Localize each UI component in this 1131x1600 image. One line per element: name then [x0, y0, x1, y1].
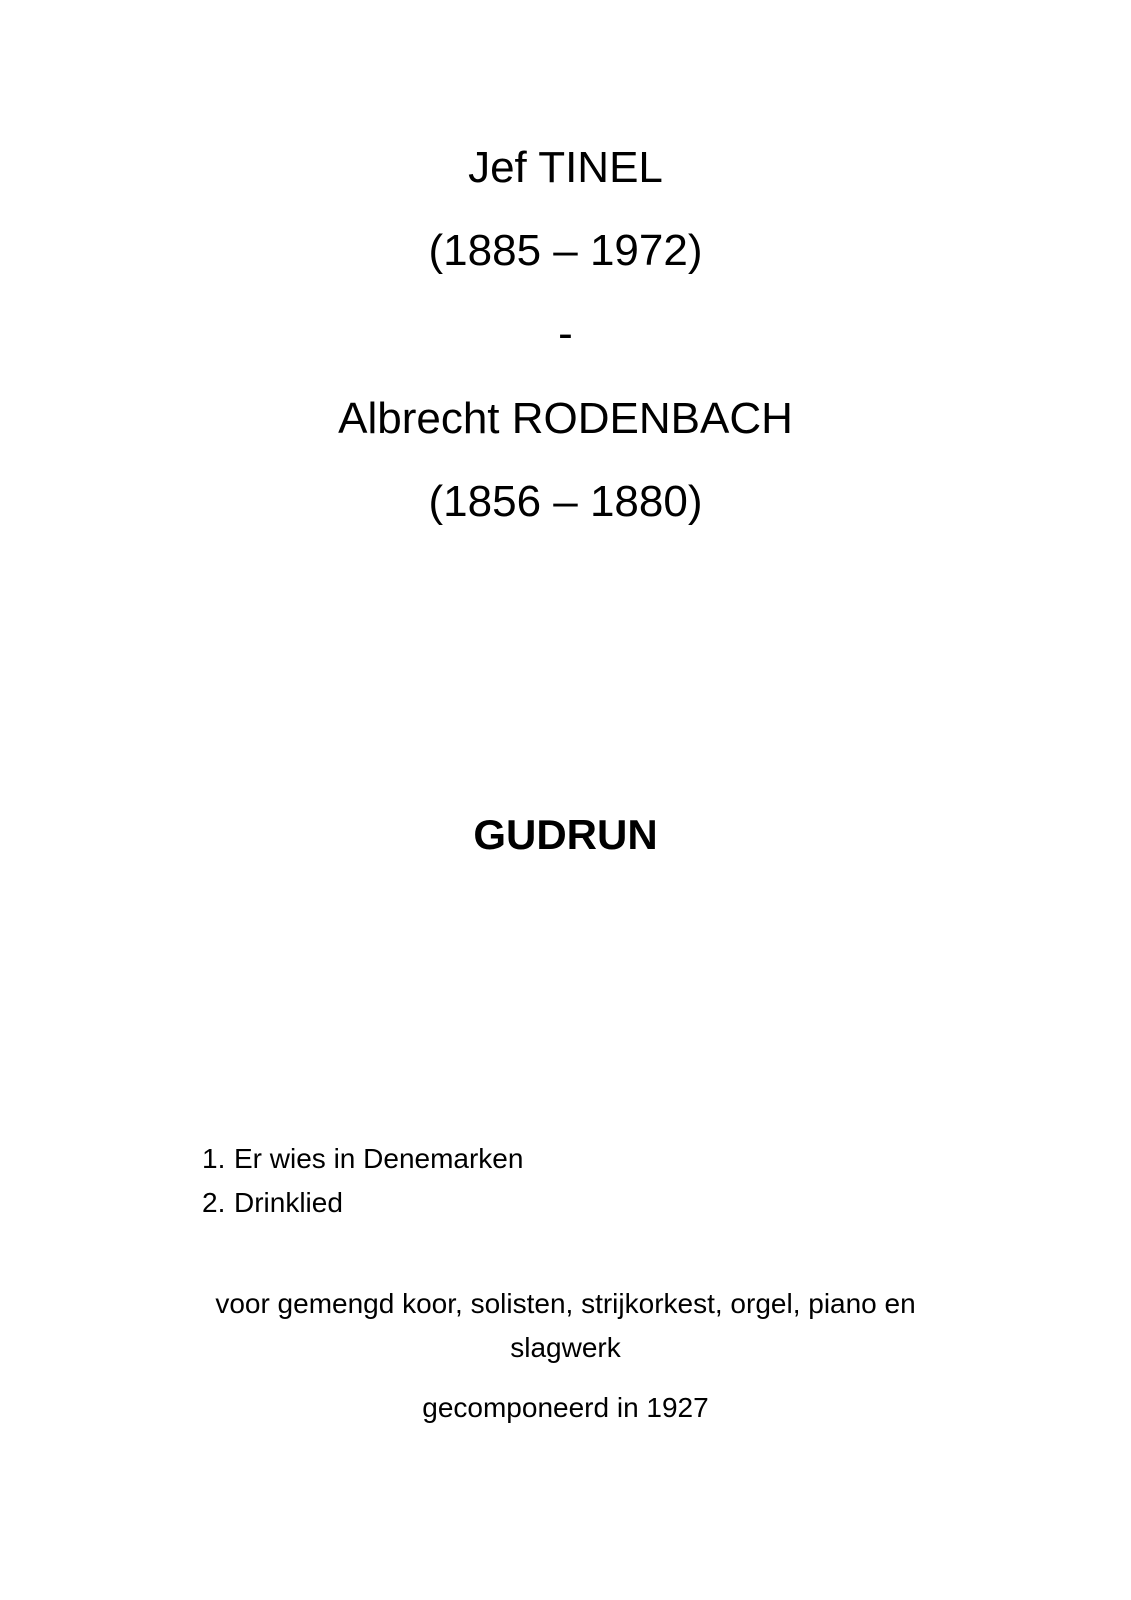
- instrumentation-line-1: voor gemengd koor, solisten, strijkorkest, orgel, piano en: [215, 1288, 916, 1319]
- poet-name: Albrecht RODENBACH: [338, 394, 793, 443]
- separator-dash: -: [558, 309, 573, 358]
- movement-title: Er wies in Denemarken: [234, 1143, 524, 1174]
- work-title: GUDRUN: [473, 811, 658, 858]
- composer-name: Jef TINEL: [468, 143, 663, 192]
- instrumentation-line-2: slagwerk: [510, 1332, 621, 1363]
- list-item: [202, 1188, 523, 1232]
- movement-title: Drinklied: [234, 1187, 343, 1218]
- movement-list: [202, 1144, 523, 1232]
- composition-year: gecomponeerd in 1927: [422, 1392, 709, 1423]
- movement-number: 2.: [202, 1187, 226, 1218]
- list-item: [202, 1144, 523, 1188]
- movement-number: 1.: [202, 1143, 226, 1174]
- poet-dates: (1856 – 1880): [428, 477, 703, 526]
- composer-dates: (1885 – 1972): [428, 226, 703, 275]
